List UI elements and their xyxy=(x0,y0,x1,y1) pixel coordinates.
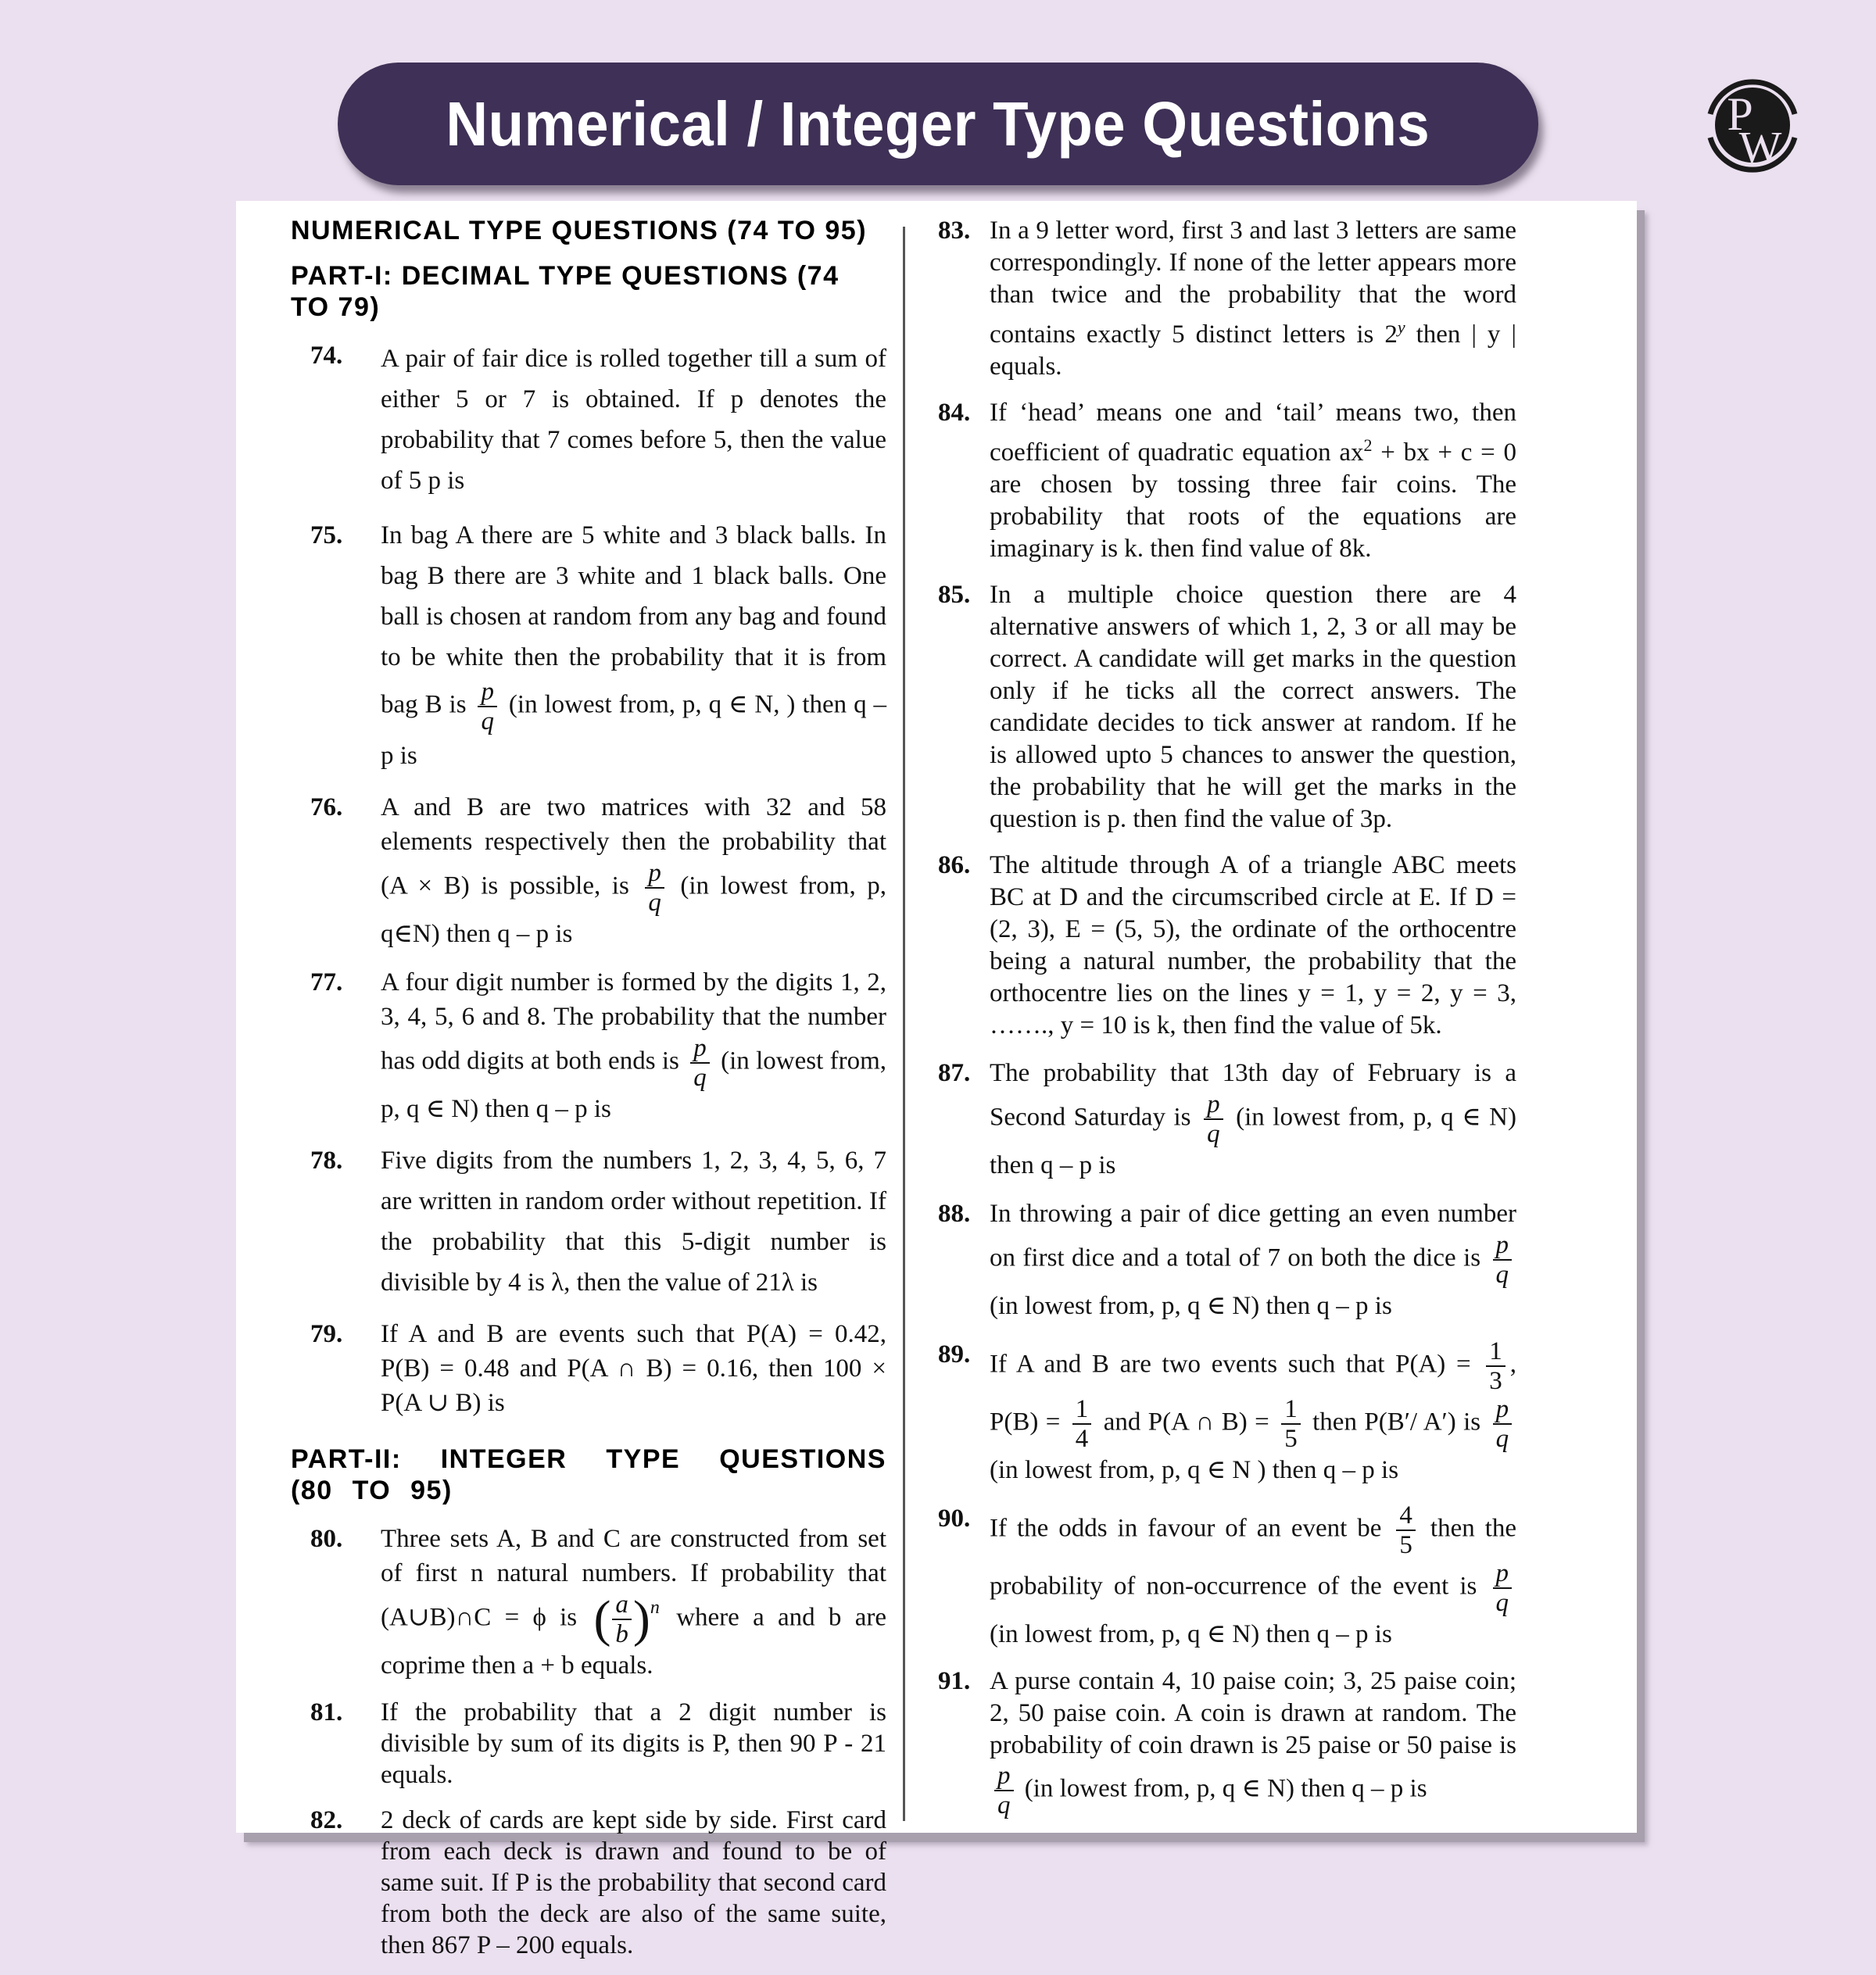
left-column xyxy=(291,215,886,1975)
question-number: 90. xyxy=(938,1505,971,1533)
question-number: 75. xyxy=(310,521,343,549)
question-text: If the probability that a 2 digit number is divisible by sum of its digits is P, then 90 P - 21 equals. xyxy=(381,1698,886,1789)
fraction: $\frac{1}{3}$ xyxy=(1486,1337,1505,1395)
fraction: $\frac{1}{4}$ xyxy=(1072,1395,1092,1453)
right-column xyxy=(938,215,1516,1834)
question-sheet xyxy=(236,201,1637,1959)
question-text-cont: where a and b are coprime then a + b equals. xyxy=(381,1603,886,1680)
question-number: 79. xyxy=(310,1320,343,1348)
question-number: 76. xyxy=(310,793,343,821)
question-text: In a 9 letter word, first 3 and last 3 letters are same correspondingly. If none of the letter appears more than twice and the probability that the word contains exactly 5 distinct letters is 2 xyxy=(990,216,1516,349)
question-text: In throwing a pair of dice getting an even number on first dice and a total of 7 on both the dice is xyxy=(990,1200,1516,1272)
question-number: 78. xyxy=(310,1147,343,1175)
question-text: If the odds in favour of an event be xyxy=(990,1514,1382,1543)
question-number: 83. xyxy=(938,216,971,245)
pw-logo-icon xyxy=(1696,69,1809,181)
question-86 xyxy=(938,850,1516,1042)
fraction: $\frac{1}{5}$ xyxy=(1281,1395,1301,1453)
question-text: If ‘head’ means one and ‘tail’ means two, then coefficient of quadratic equation ax xyxy=(990,399,1516,467)
question-number: 88. xyxy=(938,1200,971,1228)
fraction: $\frac{p}{q}$ xyxy=(1204,1090,1223,1148)
question-text-cont: (in lowest from, p, q ∈ N) then q – p is xyxy=(990,1103,1516,1179)
fraction: $\frac{p}{q}$ xyxy=(478,678,497,735)
fraction: $\frac{4}{5}$ xyxy=(1396,1501,1416,1559)
question-number: 80. xyxy=(310,1525,343,1553)
question-text: The probability that 13th day of February is a Second Saturday is xyxy=(990,1059,1516,1132)
question-85 xyxy=(938,579,1516,835)
question-text: In a multiple choice question there are 4 alternative answers of which 1, 2, 3 or all may be correct. A candidate will get marks in the question only if he ticks all the correct answers. The candidate decides to tick answer at random. If he is allowed upto 5 chances to answer the question, the probability that he will get the marks in the question is p. then find the value of 3p. xyxy=(990,581,1516,833)
page-title: Numerical / Integer Type Questions xyxy=(446,88,1430,159)
fraction: $\frac{p}{q}$ xyxy=(1493,1559,1513,1617)
question-number: 77. xyxy=(310,968,343,996)
fraction: $\frac{p}{q}$ xyxy=(645,859,664,917)
question-text: Five digits from the numbers 1, 2, 3, 4, 5, 6, 7 are written in random order without repetition. If the probability that this 5-digit number is divisible by 4 is λ, then the value of 21λ is xyxy=(381,1147,886,1297)
question-text: A pair of fair dice is rolled together till a sum of either 5 or 7 is obtained. If p denotes the probability that 7 comes before 5, then the value of 5 p is xyxy=(381,345,886,495)
fraction: $\frac{p}{q}$ xyxy=(1493,1395,1513,1453)
section-heading-main: NUMERICAL TYPE QUESTIONS (74 TO 95) xyxy=(291,216,868,245)
question-89: 89. If A and B are two events such that P(A) = $\frac{1}{3}$ , P(B) = $\frac{1}{4}$ and P(A ∩ B) = $\frac{1}{5}$ then P(B′/ A′) is $\frac{p}{q}$ (in lowest from, p, q ∈ N ) then q – p is xyxy=(938,1337,1517,1484)
question-87 xyxy=(938,1056,1516,1182)
question-76 xyxy=(310,790,886,951)
question-number: 74. xyxy=(310,342,343,370)
question-83: 83. In a 9 letter word, first 3 and last 3 letters are same correspondingly. If none of the letter appears more than twice and the probability that the word contains exactly 5 distinct letters is 2$^y$ then | y | equals. xyxy=(938,216,1516,381)
question-text: A and B are two matrices with 32 and 58 elements respectively then the probability that (A × B) is possible, is xyxy=(381,793,886,900)
question-text: A four digit number is formed by the digits 1, 2, 3, 4, 5, 6 and 8. The probability that the number has odd digits at both ends is xyxy=(381,968,886,1075)
question-number: 85. xyxy=(938,581,971,609)
column-divider xyxy=(903,227,905,1821)
question-number: 91. xyxy=(938,1667,971,1695)
question-75 xyxy=(310,515,886,776)
question-number: 87. xyxy=(938,1059,971,1087)
question-74 xyxy=(310,338,886,501)
question-84: 84. If ‘head’ means one and ‘tail’ means two, then coefficient of quadratic equation $ax^2$ + bx + c = 0 are chosen by tossing three fair coins. The probability that roots of the equations are imaginary is k. then find value of 8k. xyxy=(938,399,1516,563)
question-77 xyxy=(310,965,886,1126)
question-text-cont: (in lowest from, p, q ∈ N) then q – p is xyxy=(381,1047,887,1123)
question-number: 81. xyxy=(310,1698,343,1726)
question-text: The altitude through A of a triangle ABC meets BC at D and the circumscribed circle at E. If D = (2, 3), E = (5, 5), the ordinate of the orthocentre being a natural number, the probability that the orthocentre lies on the lines y = 1, y = 2, y = 3, ……., y = 10 is k, then find the value of 5k. xyxy=(990,851,1516,1039)
question-number: 89. xyxy=(938,1340,971,1369)
question-79 xyxy=(310,1317,886,1420)
question-text-cont: (in lowest from, p, q∈N) then q – p is xyxy=(381,871,886,948)
question-number: 82. xyxy=(310,1806,343,1834)
question-88 xyxy=(938,1197,1516,1323)
logo-letter-w: W xyxy=(1738,122,1782,173)
fraction: $\frac{p}{q}$ xyxy=(690,1034,710,1092)
question-91: 91. A purse contain 4, 10 paise coin; 3, 25 paise coin; 2, 50 paise coin. A coin is drawn at random. The probability of coin drawn is 25 paise or 50 paise is $\frac{p}{q}$ (in lowest from, p, q ∈ N) then q – p is xyxy=(938,1667,1516,1819)
fraction: $\frac{p}{q}$ xyxy=(994,1762,1014,1819)
question-82 xyxy=(310,1805,886,1961)
question-text-cont: (in lowest from, p, q ∈ N) then q – p is xyxy=(990,1292,1392,1320)
question-81 xyxy=(310,1697,886,1791)
section-heading-part2: PART-II: INTEGER TYPE QUESTIONS (80 TO 95) xyxy=(291,1444,886,1505)
question-text-cont: (in lowest from, p, q ∈ N, ) then q – p is xyxy=(381,690,887,770)
header-banner xyxy=(338,63,1538,185)
question-80 xyxy=(310,1522,886,1683)
question-text: If A and B are events such that P(A) = 0.42, P(B) = 0.48 and P(A ∩ B) = 0.16, then 100 × P(A ∪ B) is xyxy=(381,1320,886,1417)
question-90: 90. If the odds in favour of an event be $\frac{4}{5}$ then the probability of non-occurrence of the event is $\frac{p}{q}$ (in lowest from, p, q ∈ N) then q – p is xyxy=(938,1501,1517,1648)
question-78 xyxy=(310,1140,886,1303)
question-text: In bag A there are 5 white and 3 black balls. In bag B there are 3 white and 1 black balls. One ball is chosen at random from any bag and found to be white then the probability that it is from bag B is xyxy=(381,521,886,719)
logo-letter-p: P xyxy=(1727,88,1753,140)
power-fraction: ( $\frac{a}{b}$ ) $^n$ xyxy=(593,1590,660,1648)
question-number: 86. xyxy=(938,851,971,879)
section-heading-part1: PART-I: DECIMAL TYPE QUESTIONS (74 TO 79) xyxy=(291,261,840,322)
question-text: A purse contain 4, 10 paise coin; 3, 25 paise coin; 2, 50 paise coin. A coin is drawn at random. The probability of coin drawn is 25 paise or 50 paise is xyxy=(990,1667,1516,1759)
question-text: If A and B are two events such that P(A) = xyxy=(990,1350,1471,1379)
question-text: Three sets A, B and C are constructed from set of first n natural numbers. If probability that (A∪B)∩C = ϕ is xyxy=(381,1525,886,1632)
fraction: $\frac{p}{q}$ xyxy=(1493,1231,1513,1289)
question-number: 84. xyxy=(938,399,971,427)
question-text: 2 deck of cards are kept side by side. First card from each deck is drawn and found to be of same suit. If P is the probability that second card from both the deck are also of the same suite, then 867 P – 200 equals. xyxy=(381,1806,886,1959)
